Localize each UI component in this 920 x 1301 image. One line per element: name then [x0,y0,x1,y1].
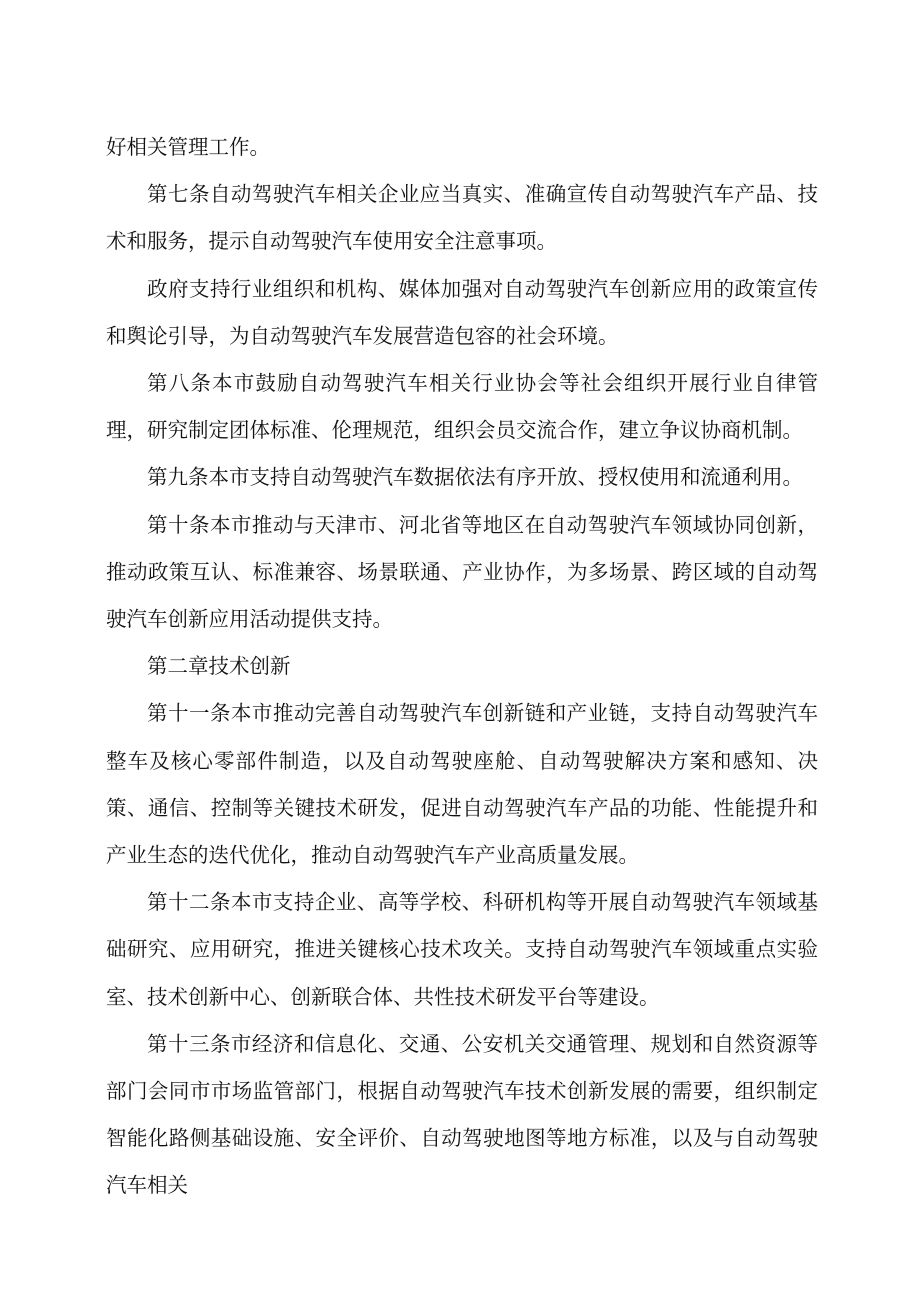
paragraph-article-11: 第十一条本市推动完善自动驾驶汽车创新链和产业链，支持自动驾驶汽车整车及核心零部件制造，以及自动驾驶座舱、自动驾驶解决方案和感知、决策、通信、控制等关键技术研发，促进自动驾驶汽车产品的功能、性能提升和产业生态的迭代优化，推动自动驾驶汽车产业高质量发展。 [106,701,818,868]
paragraph-continuation: 好相关管理工作。 [106,135,270,159]
paragraph-article-10: 第十条本市推动与天津市、河北省等地区在自动驾驶汽车领域协同创新，推动政策互认、标准兼容、场景联通、产业协作，为多场景、跨区域的自动驾驶汽车创新应用活动提供支持。 [106,512,818,632]
chapter-heading: 第二章技术创新 [147,654,291,679]
paragraph-article-7: 第七条自动驾驶汽车相关企业应当真实、准确宣传自动驾驶汽车产品、技术和服务，提示自动驾驶汽车使用安全注意事项。 [106,182,818,254]
paragraph-article-8: 第八条本市鼓励自动驾驶汽车相关行业协会等社会组织开展行业自律管理，研究制定团体标准、伦理规范，组织会员交流合作，建立争议协商机制。 [106,371,818,443]
paragraph-article-9: 第九条本市支持自动驾驶汽车数据依法有序开放、授权使用和流通利用。 [147,465,803,490]
paragraph-government-support: 政府支持行业组织和机构、媒体加强对自动驾驶汽车创新应用的政策宣传和舆论引导，为自动驾驶汽车发展营造包容的社会环境。 [106,276,818,348]
paragraph-article-12: 第十二条本市支持企业、高等学校、科研机构等开展自动驾驶汽车领域基础研究、应用研究，推进关键核心技术攻关。支持自动驾驶汽车领域重点实验室、技术创新中心、创新联合体、共性技术研发平台等建设。 [106,890,818,1009]
document-body [106,124,818,1210]
paragraph-article-13: 第十三条市经济和信息化、交通、公安机关交通管理、规划和自然资源等部门会同市市场监管部门，根据自动驾驶汽车技术创新发展的需要，组织制定智能化路侧基础设施、安全评价、自动驾驶地图等地方标准，以及与自动驾驶汽车相关 [106,1031,818,1198]
